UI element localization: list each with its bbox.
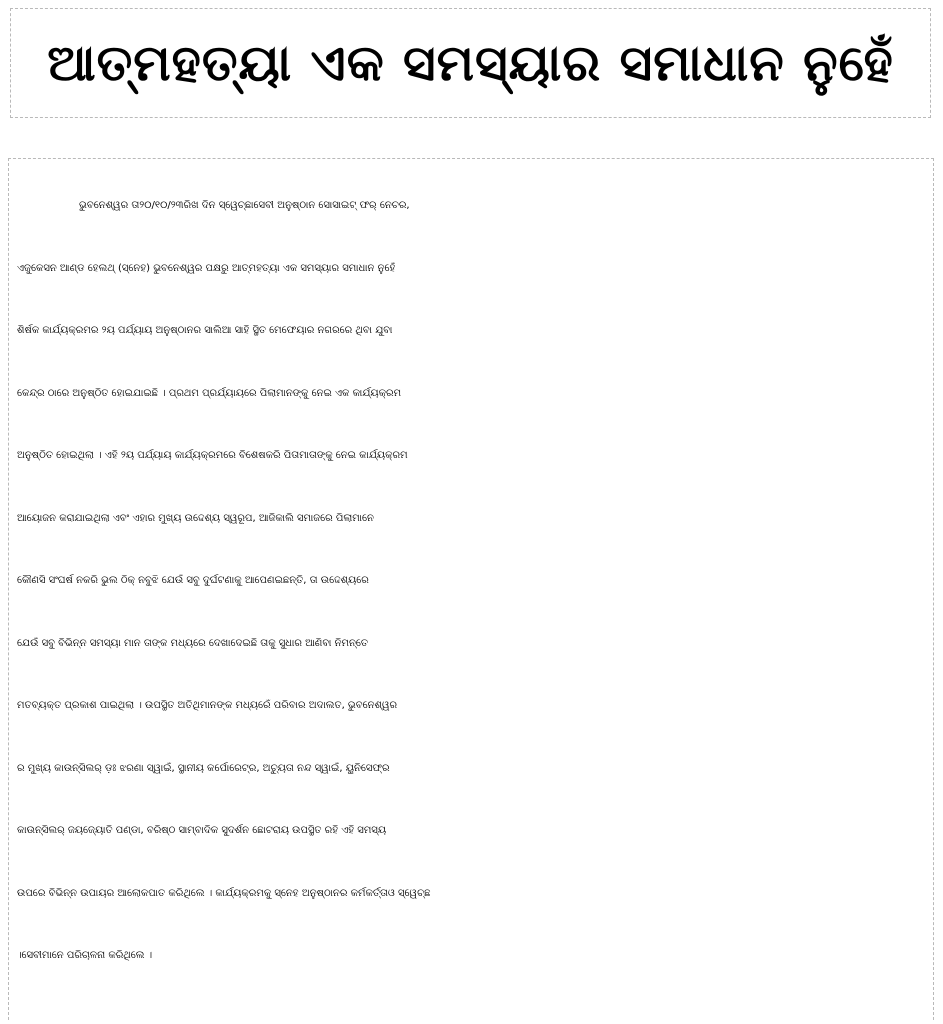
- article-line-9: ମତବ୍ୟକ୍ତ ପ୍ରକାଶ ପାଇଥିଲା । ଉପସ୍ଥିତ ଅତିଥିମାନଙ୍କ ମଧ୍ୟରେଁ ପରିବାର ଅଦାଲତ, ଭୁବନେଶ୍ୱର: [17, 700, 398, 711]
- article-line-13: ।ସେବୀମାନେ ପରିଚାଳନା କରିଥିଲେ ।: [17, 950, 153, 961]
- article-body: [8, 158, 934, 1020]
- article-line-8: ଯେଉଁ ସବୁ ବିଭିନ୍ନ ସମସ୍ୟା ମାନ ତାଙ୍କ ମଧ୍ୟରେ ଦେଖାଦେଇଛି ତାକୁ ସୁଧାର ଆଣିବା ନିମନ୍ତେ: [17, 637, 369, 649]
- article-line-5: ଅନୁଷ୍ଠିତ ହୋଇଥିଲା । ଏହି ୨ୟ ପର୍ଯ୍ୟାୟ କାର୍ଯ୍ୟକ୍ରମରେ ବିଶେଷକରି ପିତାମାତାଙ୍କୁ ନେଇ କାର୍ଯ୍ୟକ୍ରମ: [17, 450, 408, 461]
- article-line-1: ଭୁବନେଶ୍ୱର ତା୨୦/୧୦/୨୩ରିଖ ଦିନ ସ୍ୱେଚ୍ଛାସେବୀ ଅନୁଷ୍ଠାନ ସୋସାଇଟ୍ ଫର୍ ନେଚର,: [79, 200, 410, 211]
- article-line-6: ଆୟୋଜନ କରାଯାଇଥିଲା ଏବଂ ଏହାର ମୁଖ୍ୟ ଉଦ୍ଦେଶ୍ୟ ସ୍ୱରୂପ, ଆଜିକାଲି ସମାଜରେ ପିଲାମାନେ: [17, 512, 374, 524]
- article-line-10: ର ମୁଖ୍ୟ କାଉନ୍‌ସିଲର୍ ଡ଼ଃ ଝରଣା ସ୍ୱାଇଁ, ସ୍ଥାନୀୟ କର୍ପୋରେଟ୍ର, ଅଚ୍ୟୁତା ନନ୍ଦ ସ୍ୱାଇଁ, ୟୁନିସେଫ୍‌ର: [17, 762, 390, 774]
- article-line-3: ଶିର୍ଷକ କାର୍ଯ୍ୟକ୍ରମର ୨ୟ ପର୍ଯ୍ୟାୟ ଅନୁଷ୍ଠାନର ସାଲିଆ ସାହି ସ୍ଥିତ ମେଫେୟାର ନଗରରେ ଥିବା ଯୁବା: [17, 325, 393, 336]
- article-line-2: ଏଜୁକେସନ ଆଣ୍ଡ ହେଲଥ୍ (ସ୍ନେହ) ଭୁବନେଶ୍ୱର ପକ୍ଷରୁ ଆତ୍ମହତ୍ୟା ଏକ ସମସ୍ୟାର ସମାଧାନ ନୁହେଁ: [17, 262, 396, 274]
- article-line-11: କାଉନ୍‌ସିଲର୍ ଜୟଜ୍ୟୋତି ପଣ୍ଡା, ବରିଷ୍ଠ ସାମ୍ବାଦିକ ସୁଦର୍ଶନ ଛୋଟରାୟ ଉପସ୍ଥିତ ରହି ଏହି ସମସ୍ୟ: [17, 825, 387, 836]
- headline: ଆତ୍ମହତ୍ୟା ଏକ ସମସ୍ୟାର ସମାଧାନ ନୁହେଁ: [47, 34, 894, 92]
- article-line-12: ଉପରେ ବିଭିନ୍ନ ଉପାୟର ଆଲୋକପାତ କରିଥିଲେ । କାର୍ଯ୍ୟକ୍ରମକୁ ସ୍ନେହ ଅନୁଷ୍ଠାନର କର୍ମକର୍ତ୍ତାଓ ସ୍ୱେଚ୍ଛ: [17, 887, 431, 899]
- article-line-4: କେନ୍ଦ୍ର ଠାରେ ଅନୁଷ୍ଠିତ ହୋଇଯାଇଛି । ପ୍ରଥମ ପ୍ରର୍ଯ୍ୟାୟରେ ପିଲାମାନଙ୍କୁ ନେଇ ଏକ କାର୍ଯ୍ୟକ୍ରମ: [17, 387, 402, 399]
- article-line-7: କୌଣସି ସଂଘର୍ଷ ନକରି ଭୁଲ ଠିକ୍ ନବୁଝି ଯେଉଁ ସବୁ ଦୁର୍ଘଟଣାକୁ ଆପେଣଇଛନ୍ତି, ତା ଉଦ୍ଦେଶ୍ୟରେ: [17, 575, 369, 586]
- headline-box: [10, 8, 931, 118]
